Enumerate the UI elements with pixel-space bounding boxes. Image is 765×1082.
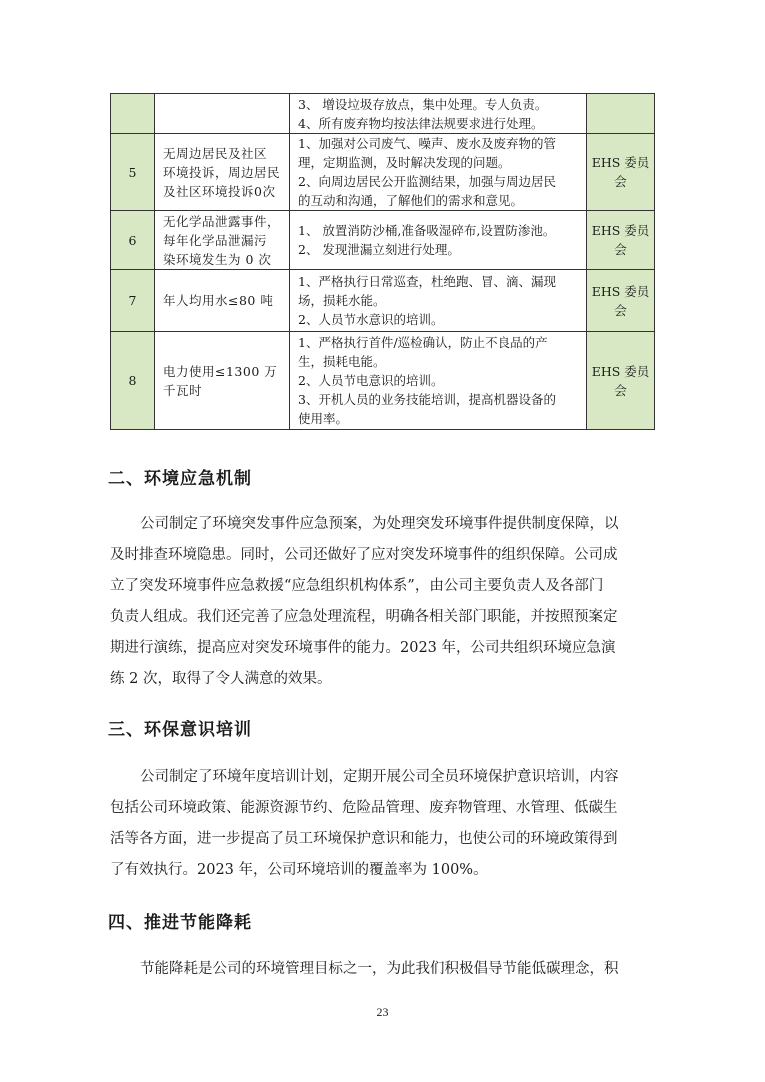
row-number: 5 <box>128 164 137 180</box>
measures-cell <box>290 134 587 211</box>
target-cell <box>155 211 290 270</box>
target-cell <box>155 134 290 211</box>
cell-line: 及社区环境投诉0次 <box>163 183 276 199</box>
measures-cell <box>290 270 587 332</box>
cell-line: 每年化学品泄漏污 <box>163 232 268 248</box>
table-row <box>111 211 655 270</box>
paragraph-line: 了有效执行。2023 年，公司环境培训的覆盖率为 100%。 <box>110 862 488 878</box>
row-number: 7 <box>128 293 137 308</box>
row-number-cell <box>111 94 155 134</box>
responsible-cell <box>587 211 655 270</box>
cell-line: 2、 发现泄漏立刻进行处理。 <box>298 242 460 257</box>
environment-targets-table <box>110 93 655 430</box>
paragraph-emergency <box>110 509 656 695</box>
paragraph-line: 活等各方面，进一步提高了员工环境保护意识和能力，也使公司的环境政策得到 <box>110 831 618 847</box>
cell-line: 电力使用≤1300 万 <box>163 363 278 379</box>
cell-line: EHS 委员 <box>591 363 650 379</box>
paragraph-line: 公司制定了环境年度培训计划，定期开展公司全员环境保护意识培训，内容 <box>140 769 619 785</box>
cell-line: 的互动和沟通，了解他们的需求和意见。 <box>298 193 524 208</box>
table-row <box>111 332 655 430</box>
row-number: 8 <box>128 373 137 388</box>
responsible-cell <box>587 270 655 332</box>
paragraph-line: 立了突发环境事件应急救援“应急组织机构体系”，由公司主要负责人及各部门 <box>110 578 604 594</box>
paragraph-training <box>110 762 656 886</box>
target-cell <box>155 332 290 430</box>
cell-line: 生，损耗电能。 <box>298 354 386 369</box>
cell-line: EHS 委员 <box>591 155 650 170</box>
row-number-cell <box>111 332 155 430</box>
row-number-cell <box>111 270 155 332</box>
responsible-cell <box>587 134 655 211</box>
cell-line: 1、严格执行日常巡查，杜绝跑、冒、滴、漏现 <box>298 274 556 289</box>
row-number-cell <box>111 134 155 211</box>
cell-line: EHS 委员 <box>591 223 650 238</box>
cell-line: 染环境发生为 0 次 <box>163 251 272 267</box>
cell-line: 使用率。 <box>298 411 349 426</box>
paragraph-line: 包括公司环境政策、能源资源节约、危险品管理、废弃物管理、水管理、低碳生 <box>110 800 618 816</box>
cell-line: 无周边居民及社区 <box>163 145 268 161</box>
table-row <box>111 94 655 134</box>
paragraph-energy-saving <box>110 954 656 985</box>
row-number: 6 <box>128 232 137 248</box>
cell-line: 会 <box>614 302 627 318</box>
cell-line: EHS 委员 <box>591 283 650 299</box>
cell-line: 会 <box>614 174 627 189</box>
cell-line: 会 <box>614 382 627 398</box>
cell-line: 年人均用水≤80 吨 <box>163 293 274 308</box>
cell-line: 环境投诉，周边居民 <box>163 164 281 180</box>
cell-line: 3、 增设垃圾存放点，集中处理。专人负责。 <box>298 96 548 112</box>
cell-line: 2、人员节水意识的培训。 <box>298 312 444 327</box>
section-heading-emergency: 二、环境应急机制 <box>108 469 252 489</box>
cell-line: 千瓦时 <box>163 382 203 398</box>
cell-line: 2、向周边居民公开监测结果，加强与周边居民 <box>298 174 556 189</box>
paragraph-line: 期进行演练，提高应对突发环境事件的能力。2023 年，公司共组织环境应急演 <box>110 640 616 656</box>
cell-line: 1、加强对公司废气、噪声、废水及废弃物的管 <box>298 136 556 151</box>
measures-cell <box>290 94 587 134</box>
cell-line: 1、严格执行首件/巡检确认，防止不良品的产 <box>298 335 548 350</box>
paragraph-line: 练 2 次，取得了令人满意的效果。 <box>110 671 332 687</box>
cell-line: 场，损耗水能。 <box>298 293 386 308</box>
table-row <box>111 134 655 211</box>
cell-line: 3、开机人员的业务技能培训，提高机器设备的 <box>298 392 556 407</box>
cell-line: 4、所有废弃物均按法律法规要求进行处理。 <box>298 115 544 131</box>
measures-cell <box>290 332 587 430</box>
section-heading-training: 三、环保意识培训 <box>108 720 252 740</box>
cell-line: 1、 放置消防沙桶,准备吸湿碎布,设置防渗池。 <box>298 223 556 238</box>
paragraph-line: 节能降耗是公司的环境管理目标之一，为此我们积极倡导节能低碳理念，积 <box>140 961 619 977</box>
target-cell <box>155 94 290 134</box>
cell-line: 无化学品泄露事件， <box>163 213 281 229</box>
paragraph-line: 公司制定了环境突发事件应急预案，为处理突发环境事件提供制度保障，以 <box>140 516 619 532</box>
cell-line: 2、人员节电意识的培训。 <box>298 373 444 388</box>
paragraph-line: 负责人组成。我们还完善了应急处理流程，明确各相关部门职能，并按照预案定 <box>110 609 618 625</box>
responsible-cell <box>587 94 655 134</box>
page-number: 23 <box>376 1005 389 1019</box>
measures-cell <box>290 211 587 270</box>
row-number-cell <box>111 211 155 270</box>
table-row <box>111 270 655 332</box>
paragraph-line: 及时排查环境隐患。同时，公司还做好了应对突发环境事件的组织保障。公司成 <box>110 547 618 563</box>
responsible-cell <box>587 332 655 430</box>
cell-line: 理，定期监测，及时解决发现的问题。 <box>298 155 511 170</box>
target-cell <box>155 270 290 332</box>
cell-line: 会 <box>614 242 627 257</box>
section-heading-energy-saving: 四、推进节能降耗 <box>108 913 252 933</box>
